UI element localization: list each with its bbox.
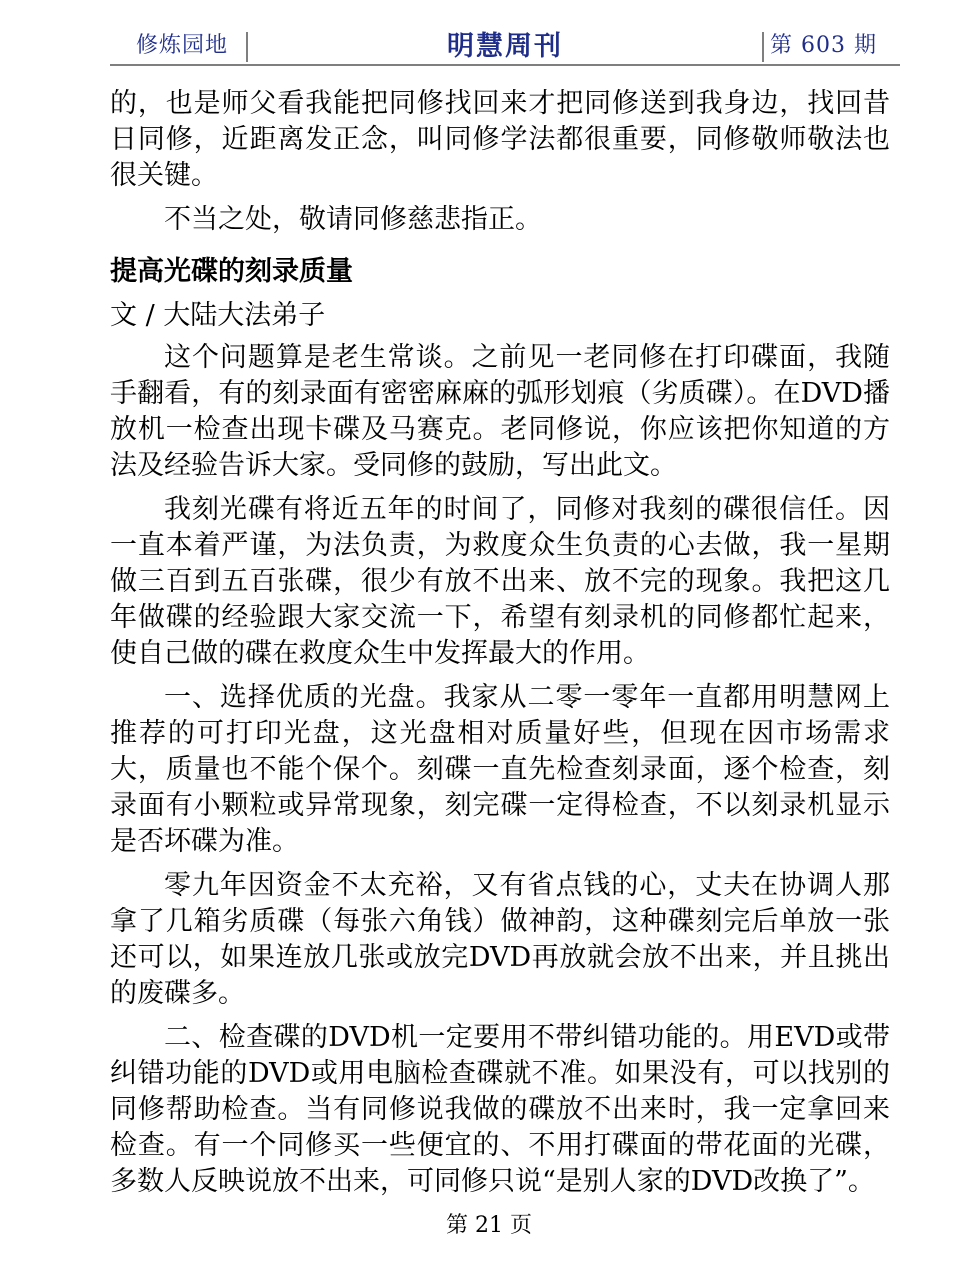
header-bar (110, 24, 900, 66)
header-issue: 第 603 期 (770, 33, 877, 58)
paragraph: 我刻光碟有将近五年的时间了，同修对我刻的碟很信任。因一直本着严谨，为法负责，为救度众生负责的心去做，我一星期做三百到五百张碟，很少有放不出来、放不完的现象。我把这几年做碟的经验跟大家交流一下，希望有刻录机的同修都忙起来，使自己做的碟在救度众生中发挥最大的作用。 (110, 494, 890, 669)
page-header (110, 24, 900, 68)
header-section: 修炼园地 (136, 33, 229, 58)
paragraph: 的，也是师父看我能把同修找回来才把同修送到我身边，找回昔日同修，近距离发正念，叫同修学法都很重要，同修敬师敬法也很关键。 (110, 88, 890, 191)
page-number: 第 21 页 (446, 1213, 532, 1238)
paragraph: 不当之处，敬请同修慈悲指正。 (164, 204, 542, 235)
header-title: 明慧周刊 (447, 31, 563, 62)
page-content (110, 86, 890, 1208)
paragraph: 这个问题算是老生常谈。之前见一老同修在打印碟面，我随手翻看，有的刻录面有密密麻麻的弧形划痕（劣质碟）。在DVD播放机一检查出现卡碟及马赛克。老同修说，你应该把你知道的方法及经验告诉大家。受同修的鼓励，写出此文。 (110, 342, 890, 481)
paragraph: 二、检查碟的DVD机一定要用不带纠错功能的。用EVD或带纠错功能的DVD或用电脑检查碟就不准。如果没有，可以找别的同修帮助检查。当有同修说我做的碟放不出来时，我一定拿回来检查。有一个同修买一些便宜的、不用打碟面的带花面的光碟，多数人反映说放不出来，可同修只说“是别人家的DVD改换了”。 (110, 1022, 890, 1197)
article-title: 提高光碟的刻录质量 (110, 256, 353, 287)
header-divider-right (762, 32, 764, 62)
paragraph: 一、选择优质的光盘。我家从二零一零年一直都用明慧网上推荐的可打印光盘，这光盘相对质量好些，但现在因市场需求大，质量也不能个保个。刻碟一直先检查刻录面，逐个检查，刻录面有小颗粒或异常现象，刻完碟一定得检查，不以刻录机显示是否坏碟为准。 (110, 682, 890, 857)
article-byline: 文 / 大陆大法弟子 (110, 300, 326, 331)
paragraph: 零九年因资金不太充裕，又有省点钱的心，丈夫在协调人那拿了几箱劣质碟（每张六角钱）做神韵，这种碟刻完后单放一张还可以，如果连放几张或放完DVD再放就会放不出来，并且挑出的废碟多。 (110, 870, 890, 1009)
